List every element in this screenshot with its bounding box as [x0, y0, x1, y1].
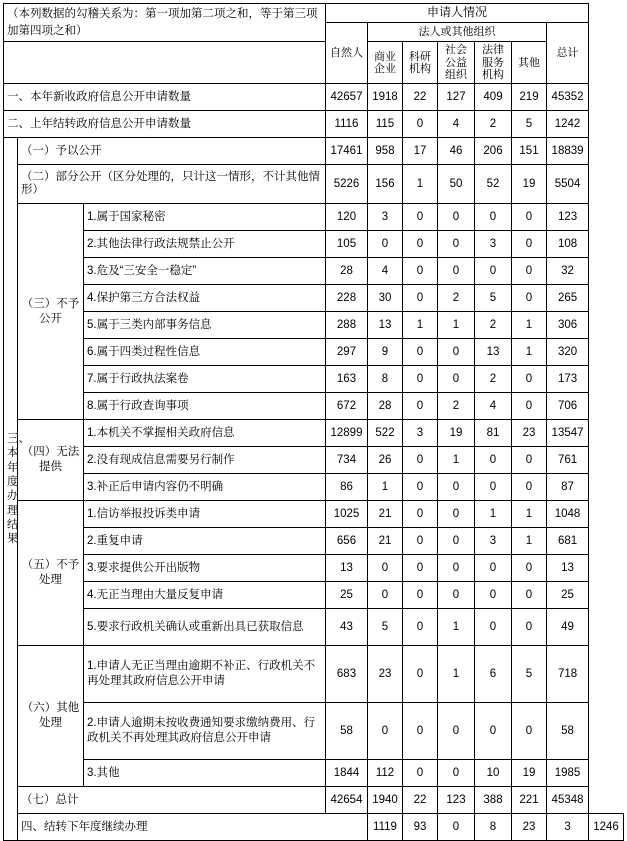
- table-row: [4, 258, 624, 285]
- cell-value: 221: [512, 787, 547, 814]
- cell-value: 123: [438, 787, 475, 814]
- cell-value: 18839: [547, 138, 589, 165]
- cell-value: 2: [475, 312, 512, 339]
- cell-value: 958: [368, 138, 403, 165]
- cell-value: 2: [438, 393, 475, 420]
- cell-value: 49: [547, 609, 589, 646]
- row-label-section-total: （七）总计: [18, 787, 326, 814]
- header-col-legal-service: 法律服务机构: [475, 42, 512, 84]
- cell-value: 1844: [326, 760, 368, 787]
- row-label-oh-2: 2.申请人逾期未按收费通知要求缴纳费用、行政机关不再处理其政府信息公开申请: [84, 703, 326, 760]
- cell-value: 13: [475, 339, 512, 366]
- row-label-np-1: 1.本机关不掌握相关政府信息: [84, 420, 326, 447]
- cell-value: 151: [512, 138, 547, 165]
- cell-value: 1048: [547, 501, 589, 528]
- table-row: [4, 165, 624, 204]
- cell-value: 13547: [547, 420, 589, 447]
- cell-value: 5: [475, 285, 512, 312]
- cell-value: 656: [326, 528, 368, 555]
- cell-value: 0: [403, 501, 438, 528]
- cell-value: 3: [475, 231, 512, 258]
- row-label-disclose-full: （一）予以公开: [18, 138, 326, 165]
- cell-value: 52: [475, 165, 512, 204]
- row-label-nd-4: 4.保护第三方合法权益: [84, 285, 326, 312]
- cell-value: 8: [368, 366, 403, 393]
- table-row: [4, 204, 624, 231]
- table-row: [4, 285, 624, 312]
- cell-value: 1: [512, 528, 547, 555]
- row-label-nd-6: 6.属于四类过程性信息: [84, 339, 326, 366]
- cell-value: 43: [326, 609, 368, 646]
- row-label-nd-5: 5.属于三类内部事务信息: [84, 312, 326, 339]
- cell-value: 0: [368, 555, 403, 582]
- cell-value: 3: [547, 814, 589, 841]
- cell-value: 0: [512, 609, 547, 646]
- cell-value: 120: [326, 204, 368, 231]
- cell-value: 13: [326, 555, 368, 582]
- table-row: [4, 814, 624, 841]
- cell-value: 1: [438, 646, 475, 703]
- cell-value: 320: [547, 339, 589, 366]
- cell-value: 8: [475, 814, 512, 841]
- cell-value: 30: [368, 285, 403, 312]
- cell-value: 23: [368, 646, 403, 703]
- cell-value: 522: [368, 420, 403, 447]
- cell-value: 0: [403, 258, 438, 285]
- cell-value: 288: [326, 312, 368, 339]
- cell-value: 0: [512, 582, 547, 609]
- cell-value: 28: [368, 393, 403, 420]
- cell-value: 206: [475, 138, 512, 165]
- cell-value: 9: [368, 339, 403, 366]
- cell-value: 0: [512, 555, 547, 582]
- cell-value: 0: [438, 703, 475, 760]
- cell-value: 1246: [589, 814, 624, 841]
- row-label-carried-out: 四、结转下年度继续办理: [18, 814, 368, 841]
- cell-value: 32: [547, 258, 589, 285]
- cell-value: 123: [547, 204, 589, 231]
- cell-value: 21: [368, 528, 403, 555]
- table-row: [4, 474, 624, 501]
- table-row: [4, 447, 624, 474]
- header-col-public-welfare: 社会公益组织: [438, 42, 475, 84]
- cell-value: 127: [438, 84, 475, 111]
- table-row: [4, 609, 624, 646]
- table-row: [4, 420, 624, 447]
- cell-value: 0: [403, 760, 438, 787]
- table-row: [4, 393, 624, 420]
- cell-value: 1: [475, 501, 512, 528]
- cell-value: 3: [403, 420, 438, 447]
- cell-value: 1918: [368, 84, 403, 111]
- cell-value: 22: [403, 84, 438, 111]
- table-row: [4, 366, 624, 393]
- row-label-unable-provide: （四）无法提供: [18, 420, 84, 501]
- cell-value: 105: [326, 231, 368, 258]
- table-row: [4, 646, 624, 703]
- header-col-total: 总计: [547, 22, 589, 83]
- cell-value: 0: [403, 703, 438, 760]
- cell-value: 734: [326, 447, 368, 474]
- cell-value: 0: [438, 258, 475, 285]
- cell-value: 683: [326, 646, 368, 703]
- cell-value: 12899: [326, 420, 368, 447]
- cell-value: 0: [438, 474, 475, 501]
- cell-value: 0: [403, 231, 438, 258]
- table-row: [4, 555, 624, 582]
- cell-value: 1: [438, 312, 475, 339]
- cell-value: 0: [438, 528, 475, 555]
- cell-value: 1: [403, 312, 438, 339]
- row-label-np-3: 3.补正后申请内容仍不明确: [84, 474, 326, 501]
- cell-value: 5: [512, 111, 547, 138]
- cell-value: 0: [438, 501, 475, 528]
- row-label-carried-in: 二、上年结转政府信息公开申请数量: [4, 111, 326, 138]
- row-label-not-disclosed: （三）不予公开: [18, 204, 84, 420]
- cell-value: 1: [368, 474, 403, 501]
- cell-value: 23: [512, 814, 547, 841]
- cell-value: 0: [512, 366, 547, 393]
- government-info-disclosure-table: [3, 3, 624, 841]
- cell-value: 163: [326, 366, 368, 393]
- cell-value: 718: [547, 646, 589, 703]
- cell-value: 2: [475, 366, 512, 393]
- cell-value: 761: [547, 447, 589, 474]
- cell-value: 706: [547, 393, 589, 420]
- cell-value: 0: [438, 760, 475, 787]
- row-label-oh-3: 3.其他: [84, 760, 326, 787]
- table-row: [4, 231, 624, 258]
- cell-value: 108: [547, 231, 589, 258]
- cell-value: 58: [326, 703, 368, 760]
- header-legal-entity-group: 法人或其他组织: [368, 22, 547, 42]
- cell-value: 0: [512, 703, 547, 760]
- cell-value: 0: [438, 814, 475, 841]
- cell-value: 4: [475, 393, 512, 420]
- row-label-annual-results: 三、本年度办理结果: [4, 138, 18, 841]
- cell-value: 0: [475, 447, 512, 474]
- cell-value: 388: [475, 787, 512, 814]
- table-row: [4, 111, 624, 138]
- row-label-nh-5: 5.要求行政机关确认或重新出具已获取信息: [84, 609, 326, 646]
- table-row: [4, 339, 624, 366]
- cell-value: 1: [512, 339, 547, 366]
- cell-value: 409: [475, 84, 512, 111]
- cell-value: 45348: [547, 787, 589, 814]
- cell-value: 156: [368, 165, 403, 204]
- cell-value: 0: [475, 474, 512, 501]
- cell-value: 0: [475, 258, 512, 285]
- cell-value: 0: [403, 111, 438, 138]
- cell-value: 173: [547, 366, 589, 393]
- prompt-note: （本列数据的勾稽关系为：第一项加第二项之和，等于第三项加第四项之和）: [4, 4, 326, 42]
- cell-value: 0: [368, 582, 403, 609]
- cell-value: 0: [438, 204, 475, 231]
- cell-value: 0: [475, 609, 512, 646]
- cell-value: 13: [368, 312, 403, 339]
- cell-value: 93: [403, 814, 438, 841]
- cell-value: 5504: [547, 165, 589, 204]
- cell-value: 0: [438, 366, 475, 393]
- cell-value: 0: [438, 582, 475, 609]
- row-label-other-handling: （六）其他处理: [18, 646, 84, 787]
- cell-value: 0: [512, 285, 547, 312]
- cell-value: 2: [438, 285, 475, 312]
- cell-value: 0: [438, 231, 475, 258]
- cell-value: 45352: [547, 84, 589, 111]
- cell-value: 1116: [326, 111, 368, 138]
- row-label-nd-7: 7.属于行政执法案卷: [84, 366, 326, 393]
- cell-value: 0: [368, 231, 403, 258]
- cell-value: 0: [475, 204, 512, 231]
- table-row: [4, 84, 624, 111]
- cell-value: 0: [403, 528, 438, 555]
- table-row: [4, 312, 624, 339]
- row-label-disclose-partial: （二）部分公开（区分处理的，只计这一情形，不计其他情形）: [18, 165, 326, 204]
- cell-value: 0: [512, 231, 547, 258]
- cell-value: 19: [512, 760, 547, 787]
- header-col-other: 其他: [512, 42, 547, 84]
- row-label-new-received: 一、本年新收政府信息公开申请数量: [4, 84, 326, 111]
- cell-value: 86: [326, 474, 368, 501]
- cell-value: 0: [403, 555, 438, 582]
- cell-value: 4: [438, 111, 475, 138]
- row-label-oh-1: 1.申请人无正当理由逾期不补正、行政机关不再处理其政府信息公开申请: [84, 646, 326, 703]
- cell-value: 21: [368, 501, 403, 528]
- cell-value: 17461: [326, 138, 368, 165]
- cell-value: 13: [547, 555, 589, 582]
- table-row: [4, 787, 624, 814]
- cell-value: 297: [326, 339, 368, 366]
- cell-value: 4: [368, 258, 403, 285]
- header-col-research: 科研机构: [403, 42, 438, 84]
- cell-value: 19: [512, 165, 547, 204]
- cell-value: 0: [475, 582, 512, 609]
- row-label-nd-8: 8.属于行政查询事项: [84, 393, 326, 420]
- table-row: [4, 760, 624, 787]
- cell-value: 46: [438, 138, 475, 165]
- cell-value: 1: [512, 501, 547, 528]
- cell-value: 42657: [326, 84, 368, 111]
- table-row: [4, 528, 624, 555]
- row-label-nh-2: 2.重复申请: [84, 528, 326, 555]
- cell-value: 81: [475, 420, 512, 447]
- cell-value: 0: [512, 393, 547, 420]
- cell-value: 3: [368, 204, 403, 231]
- cell-value: 25: [547, 582, 589, 609]
- cell-value: 87: [547, 474, 589, 501]
- cell-value: 115: [368, 111, 403, 138]
- cell-value: 1940: [368, 787, 403, 814]
- cell-value: 0: [368, 703, 403, 760]
- cell-value: 219: [512, 84, 547, 111]
- row-label-np-2: 2.没有现成信息需要另行制作: [84, 447, 326, 474]
- header-row-group: [4, 4, 624, 23]
- cell-value: 26: [368, 447, 403, 474]
- row-label-nd-2: 2.其他法律行政法规禁止公开: [84, 231, 326, 258]
- table-row: [4, 703, 624, 760]
- cell-value: 228: [326, 285, 368, 312]
- cell-value: 22: [403, 787, 438, 814]
- cell-value: 1: [438, 609, 475, 646]
- cell-value: 1: [438, 447, 475, 474]
- cell-value: 1985: [547, 760, 589, 787]
- row-label-nh-1: 1.信访举报投诉类申请: [84, 501, 326, 528]
- cell-value: 0: [403, 393, 438, 420]
- cell-value: 0: [403, 285, 438, 312]
- cell-value: 0: [403, 646, 438, 703]
- cell-value: 0: [403, 474, 438, 501]
- cell-value: 42654: [326, 787, 368, 814]
- cell-value: 0: [403, 582, 438, 609]
- cell-value: 0: [475, 703, 512, 760]
- cell-value: 672: [326, 393, 368, 420]
- cell-value: 0: [512, 474, 547, 501]
- header-applicant-situation: 申请人情况: [326, 4, 589, 23]
- cell-value: 5: [368, 609, 403, 646]
- cell-value: 0: [438, 555, 475, 582]
- cell-value: 1: [512, 312, 547, 339]
- cell-value: 17: [403, 138, 438, 165]
- cell-value: 50: [438, 165, 475, 204]
- cell-value: 0: [403, 366, 438, 393]
- cell-value: 306: [547, 312, 589, 339]
- cell-value: 5: [512, 646, 547, 703]
- cell-value: 0: [403, 609, 438, 646]
- cell-value: 19: [438, 420, 475, 447]
- cell-value: 0: [438, 339, 475, 366]
- cell-value: 28: [326, 258, 368, 285]
- table-row: [4, 582, 624, 609]
- row-label-nd-3: 3.危及“三安全一稳定”: [84, 258, 326, 285]
- cell-value: 112: [368, 760, 403, 787]
- cell-value: 6: [475, 646, 512, 703]
- header-row-columns: [4, 42, 624, 84]
- cell-value: 0: [512, 204, 547, 231]
- cell-value: 681: [547, 528, 589, 555]
- header-col-natural-person: 自然人: [326, 22, 368, 83]
- cell-value: 1242: [547, 111, 589, 138]
- row-label-no-handling: （五）不予处理: [18, 501, 84, 646]
- cell-value: 25: [326, 582, 368, 609]
- cell-value: 10: [475, 760, 512, 787]
- cell-value: 0: [512, 447, 547, 474]
- cell-value: 23: [512, 420, 547, 447]
- cell-value: 0: [403, 447, 438, 474]
- row-label-nh-4: 4.无正当理由大量反复申请: [84, 582, 326, 609]
- row-label-nh-3: 3.要求提供公开出版物: [84, 555, 326, 582]
- cell-value: 5226: [326, 165, 368, 204]
- cell-value: 0: [475, 555, 512, 582]
- table-row: [4, 501, 624, 528]
- cell-value: 0: [403, 204, 438, 231]
- cell-value: 1025: [326, 501, 368, 528]
- cell-value: 2: [475, 111, 512, 138]
- cell-value: 0: [512, 258, 547, 285]
- cell-value: 0: [403, 339, 438, 366]
- header-col-commercial: 商业企业: [368, 42, 403, 84]
- cell-value: 1119: [368, 814, 403, 841]
- table-row: [4, 138, 624, 165]
- cell-value: 3: [475, 528, 512, 555]
- cell-value: 58: [547, 703, 589, 760]
- row-label-nd-1: 1.属于国家秘密: [84, 204, 326, 231]
- cell-value: 265: [547, 285, 589, 312]
- cell-value: 1: [403, 165, 438, 204]
